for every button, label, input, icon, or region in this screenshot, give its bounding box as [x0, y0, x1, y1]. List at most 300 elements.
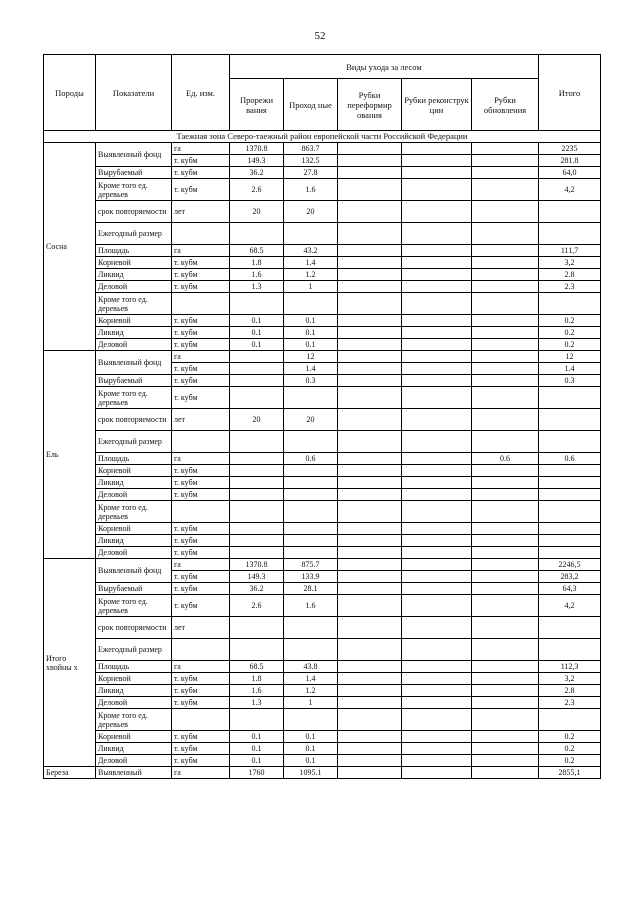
value-cell: 149.3: [230, 571, 284, 583]
value-cell: [539, 523, 601, 535]
value-cell: [338, 363, 402, 375]
value-cell: 20: [230, 201, 284, 223]
value-cell: [539, 293, 601, 315]
value-cell: [338, 465, 402, 477]
value-cell: [338, 583, 402, 595]
value-cell: [472, 583, 539, 595]
unit-cell: т. кубм: [172, 547, 230, 559]
unit-cell: га: [172, 245, 230, 257]
value-cell: 1.6: [230, 269, 284, 281]
value-cell: 20: [230, 409, 284, 431]
value-cell: [284, 293, 338, 315]
value-cell: 1.6: [230, 685, 284, 697]
value-cell: 1.6: [284, 179, 338, 201]
value-cell: [338, 477, 402, 489]
indicator-label: Ликвид: [96, 477, 172, 489]
value-cell: [539, 409, 601, 431]
value-cell: [472, 559, 539, 571]
value-cell: [284, 709, 338, 731]
value-cell: [402, 269, 472, 281]
indicator-label: Ликвид: [96, 535, 172, 547]
unit-cell: лет: [172, 617, 230, 639]
value-cell: [472, 547, 539, 559]
value-cell: 0.2: [539, 755, 601, 767]
table-row: [44, 315, 601, 327]
value-cell: [284, 639, 338, 661]
table-row: [44, 351, 601, 363]
indicator-label: Ликвид: [96, 269, 172, 281]
value-cell: 36.2: [230, 583, 284, 595]
table-row: [44, 755, 601, 767]
value-cell: [402, 547, 472, 559]
unit-cell: га: [172, 143, 230, 155]
table-row: [44, 661, 601, 673]
value-cell: [402, 489, 472, 501]
value-cell: [338, 387, 402, 409]
value-cell: [402, 281, 472, 293]
value-cell: [338, 431, 402, 453]
value-cell: [539, 709, 601, 731]
value-cell: 0.1: [284, 339, 338, 351]
indicator-label: Вырубаемый: [96, 167, 172, 179]
species-cell: Итого хвойны х: [44, 559, 96, 767]
value-cell: [230, 535, 284, 547]
value-cell: [402, 293, 472, 315]
value-cell: 4,2: [539, 595, 601, 617]
header-unit: Ед. изм.: [172, 55, 230, 131]
value-cell: [402, 477, 472, 489]
header-col-reconstruction: Рубки реконструк ции: [402, 79, 472, 131]
value-cell: [472, 281, 539, 293]
table-row: [44, 673, 601, 685]
value-cell: [230, 501, 284, 523]
value-cell: [338, 535, 402, 547]
value-cell: [402, 223, 472, 245]
value-cell: [284, 547, 338, 559]
value-cell: [472, 339, 539, 351]
value-cell: 0.3: [284, 375, 338, 387]
value-cell: 1370.8: [230, 143, 284, 155]
indicator-label: Ликвид: [96, 327, 172, 339]
value-cell: [402, 315, 472, 327]
indicator-label: Корневой: [96, 257, 172, 269]
value-cell: [338, 281, 402, 293]
unit-cell: т. кубм: [172, 743, 230, 755]
value-cell: 132.5: [284, 155, 338, 167]
header-care-types: Виды ухода за лесом: [230, 55, 539, 79]
value-cell: 2.8: [539, 269, 601, 281]
header-col-renewal: Рубки обновления: [472, 79, 539, 131]
unit-cell: т. кубм: [172, 363, 230, 375]
value-cell: 64,0: [539, 167, 601, 179]
value-cell: [539, 489, 601, 501]
table-row: [44, 431, 601, 453]
value-cell: 12: [539, 351, 601, 363]
value-cell: [539, 639, 601, 661]
value-cell: [402, 453, 472, 465]
table-row: [44, 547, 601, 559]
unit-cell: га: [172, 453, 230, 465]
indicator-label: Площадь: [96, 453, 172, 465]
value-cell: [472, 523, 539, 535]
indicator-label: Деловой: [96, 281, 172, 293]
value-cell: [338, 167, 402, 179]
table-row: [44, 617, 601, 639]
table-row: [44, 595, 601, 617]
value-cell: [402, 257, 472, 269]
header-species: Породы: [44, 55, 96, 131]
value-cell: [472, 685, 539, 697]
value-cell: [338, 339, 402, 351]
value-cell: [338, 501, 402, 523]
unit-cell: т. кубм: [172, 167, 230, 179]
value-cell: 3,2: [539, 257, 601, 269]
value-cell: [338, 595, 402, 617]
unit-cell: га: [172, 559, 230, 571]
zone-title: Таежная зона Северо-таежный район европейской части Российской Федерации: [44, 131, 601, 143]
value-cell: [284, 431, 338, 453]
unit-cell: т. кубм: [172, 339, 230, 351]
unit-cell: т. кубм: [172, 179, 230, 201]
value-cell: [338, 571, 402, 583]
unit-cell: т. кубм: [172, 595, 230, 617]
value-cell: [338, 547, 402, 559]
unit-cell: т. кубм: [172, 327, 230, 339]
value-cell: [338, 489, 402, 501]
value-cell: [338, 685, 402, 697]
value-cell: [338, 257, 402, 269]
unit-cell: [172, 709, 230, 731]
value-cell: 2.3: [539, 697, 601, 709]
value-cell: [284, 465, 338, 477]
value-cell: [338, 731, 402, 743]
value-cell: [472, 257, 539, 269]
value-cell: [402, 731, 472, 743]
table-row: [44, 179, 601, 201]
value-cell: [402, 409, 472, 431]
value-cell: 20: [284, 409, 338, 431]
value-cell: [472, 709, 539, 731]
value-cell: [472, 245, 539, 257]
unit-cell: т. кубм: [172, 523, 230, 535]
value-cell: 0.3: [539, 375, 601, 387]
indicator-label: Ликвид: [96, 743, 172, 755]
value-cell: [284, 223, 338, 245]
table-row: [44, 167, 601, 179]
table-row: [44, 375, 601, 387]
table-row: [44, 327, 601, 339]
value-cell: 1.6: [284, 595, 338, 617]
table-row: [44, 269, 601, 281]
value-cell: 0.1: [230, 315, 284, 327]
value-cell: [402, 767, 472, 779]
value-cell: 0.6: [472, 453, 539, 465]
unit-cell: т. кубм: [172, 571, 230, 583]
table-row: [44, 465, 601, 477]
value-cell: 1370.8: [230, 559, 284, 571]
value-cell: [402, 201, 472, 223]
value-cell: 4,2: [539, 179, 601, 201]
indicator-label: Корневой: [96, 465, 172, 477]
unit-cell: т. кубм: [172, 269, 230, 281]
table-row: [44, 767, 601, 779]
value-cell: [539, 547, 601, 559]
value-cell: [472, 755, 539, 767]
value-cell: 0.1: [230, 731, 284, 743]
value-cell: [402, 387, 472, 409]
value-cell: [338, 453, 402, 465]
value-cell: 2246,5: [539, 559, 601, 571]
unit-cell: [172, 223, 230, 245]
value-cell: [338, 523, 402, 535]
value-cell: [472, 535, 539, 547]
value-cell: 0.1: [284, 315, 338, 327]
value-cell: 1.2: [284, 269, 338, 281]
value-cell: [338, 327, 402, 339]
unit-cell: га: [172, 767, 230, 779]
unit-cell: [172, 431, 230, 453]
value-cell: 111,7: [539, 245, 601, 257]
header-col-passing: Проход ные: [284, 79, 338, 131]
value-cell: [230, 709, 284, 731]
value-cell: [402, 697, 472, 709]
indicator-label: Выявленный фонд: [96, 351, 172, 375]
value-cell: 1.3: [230, 281, 284, 293]
table-row: [44, 523, 601, 535]
value-cell: [338, 375, 402, 387]
value-cell: [472, 743, 539, 755]
value-cell: [230, 351, 284, 363]
value-cell: 43.2: [284, 245, 338, 257]
value-cell: [472, 223, 539, 245]
indicator-label: Вырубаемый: [96, 583, 172, 595]
unit-cell: т. кубм: [172, 731, 230, 743]
unit-cell: [172, 639, 230, 661]
value-cell: 1.4: [284, 673, 338, 685]
value-cell: 112,3: [539, 661, 601, 673]
value-cell: [402, 661, 472, 673]
value-cell: [402, 339, 472, 351]
value-cell: [539, 477, 601, 489]
value-cell: 0.1: [284, 743, 338, 755]
value-cell: 2.8: [539, 685, 601, 697]
species-cell: Береза: [44, 767, 96, 779]
value-cell: [472, 315, 539, 327]
table-row: [44, 293, 601, 315]
value-cell: [472, 501, 539, 523]
table-row: [44, 201, 601, 223]
value-cell: [338, 245, 402, 257]
value-cell: [338, 351, 402, 363]
value-cell: [230, 523, 284, 535]
value-cell: [230, 387, 284, 409]
value-cell: [402, 685, 472, 697]
value-cell: [402, 755, 472, 767]
value-cell: [230, 489, 284, 501]
indicator-label: Корневой: [96, 315, 172, 327]
value-cell: 0.1: [284, 755, 338, 767]
value-cell: 0.1: [230, 743, 284, 755]
value-cell: [338, 767, 402, 779]
value-cell: [338, 155, 402, 167]
value-cell: 0.2: [539, 339, 601, 351]
value-cell: 0.6: [284, 453, 338, 465]
value-cell: [338, 223, 402, 245]
table-row: [44, 743, 601, 755]
value-cell: [402, 155, 472, 167]
unit-cell: лет: [172, 201, 230, 223]
indicator-label: Выявленный: [96, 767, 172, 779]
table-row: [44, 709, 601, 731]
value-cell: [539, 465, 601, 477]
indicator-label: Деловой: [96, 489, 172, 501]
value-cell: 2855,1: [539, 767, 601, 779]
value-cell: [472, 269, 539, 281]
value-cell: 68.5: [230, 661, 284, 673]
value-cell: 863.7: [284, 143, 338, 155]
value-cell: 0.2: [539, 743, 601, 755]
table-row: [44, 477, 601, 489]
header-total: Итого: [539, 55, 601, 131]
value-cell: [230, 223, 284, 245]
value-cell: 36.2: [230, 167, 284, 179]
value-cell: [472, 167, 539, 179]
indicator-label: Вырубаемый: [96, 375, 172, 387]
indicator-label: Деловой: [96, 339, 172, 351]
value-cell: [402, 535, 472, 547]
value-cell: [539, 617, 601, 639]
value-cell: 0.1: [230, 339, 284, 351]
value-cell: [230, 431, 284, 453]
value-cell: [338, 409, 402, 431]
unit-cell: т. кубм: [172, 685, 230, 697]
species-cell: Ель: [44, 351, 96, 559]
unit-cell: т. кубм: [172, 155, 230, 167]
value-cell: 2.6: [230, 595, 284, 617]
unit-cell: [172, 293, 230, 315]
value-cell: [284, 477, 338, 489]
value-cell: 0.1: [284, 731, 338, 743]
value-cell: [338, 617, 402, 639]
value-cell: [230, 453, 284, 465]
value-cell: 68.5: [230, 245, 284, 257]
value-cell: [230, 465, 284, 477]
value-cell: [402, 595, 472, 617]
indicator-label: Кроме того ед. деревьев: [96, 293, 172, 315]
value-cell: [284, 523, 338, 535]
value-cell: [472, 351, 539, 363]
value-cell: [472, 431, 539, 453]
indicator-label: Корневой: [96, 731, 172, 743]
value-cell: [402, 179, 472, 201]
unit-cell: т. кубм: [172, 489, 230, 501]
value-cell: 149.3: [230, 155, 284, 167]
value-cell: [472, 571, 539, 583]
indicator-label: Площадь: [96, 245, 172, 257]
header-indicators: Показатели: [96, 55, 172, 131]
value-cell: 27.8: [284, 167, 338, 179]
value-cell: [472, 731, 539, 743]
value-cell: [338, 639, 402, 661]
value-cell: [284, 617, 338, 639]
table-row: [44, 535, 601, 547]
indicator-label: Кроме того ед. деревьев: [96, 709, 172, 731]
value-cell: [338, 143, 402, 155]
table-row: [44, 639, 601, 661]
indicator-label: Деловой: [96, 755, 172, 767]
unit-cell: т. кубм: [172, 477, 230, 489]
value-cell: [402, 571, 472, 583]
value-cell: [230, 547, 284, 559]
indicator-label: Ежегодный размер: [96, 639, 172, 661]
value-cell: [472, 179, 539, 201]
table-row: [44, 409, 601, 431]
value-cell: 1.4: [284, 363, 338, 375]
value-cell: [402, 375, 472, 387]
value-cell: [338, 743, 402, 755]
value-cell: [230, 617, 284, 639]
indicator-label: Корневой: [96, 673, 172, 685]
value-cell: [539, 535, 601, 547]
value-cell: [338, 673, 402, 685]
indicator-label: Кроме того ед. деревьев: [96, 179, 172, 201]
value-cell: 64,3: [539, 583, 601, 595]
value-cell: [402, 431, 472, 453]
value-cell: 1.8: [230, 673, 284, 685]
value-cell: [402, 351, 472, 363]
value-cell: 1.8: [230, 257, 284, 269]
value-cell: [402, 327, 472, 339]
value-cell: 12: [284, 351, 338, 363]
value-cell: [338, 179, 402, 201]
unit-cell: т. кубм: [172, 583, 230, 595]
value-cell: [539, 387, 601, 409]
indicator-label: Площадь: [96, 661, 172, 673]
value-cell: 1.3: [230, 697, 284, 709]
value-cell: [472, 155, 539, 167]
indicator-label: срок повторяемости: [96, 409, 172, 431]
value-cell: [402, 245, 472, 257]
value-cell: [284, 387, 338, 409]
value-cell: [539, 501, 601, 523]
value-cell: 875.7: [284, 559, 338, 571]
value-cell: [230, 363, 284, 375]
value-cell: 0.2: [539, 731, 601, 743]
value-cell: [402, 143, 472, 155]
table-row: [44, 731, 601, 743]
indicator-label: Выявленный фонд: [96, 559, 172, 583]
value-cell: 1095.1: [284, 767, 338, 779]
unit-cell: т. кубм: [172, 755, 230, 767]
value-cell: [472, 465, 539, 477]
indicator-label: Деловой: [96, 697, 172, 709]
value-cell: 133.9: [284, 571, 338, 583]
value-cell: 0.2: [539, 327, 601, 339]
value-cell: [402, 583, 472, 595]
table-row: [44, 245, 601, 257]
value-cell: [402, 709, 472, 731]
value-cell: 1.4: [539, 363, 601, 375]
unit-cell: га: [172, 351, 230, 363]
value-cell: [472, 143, 539, 155]
page-number: 52: [314, 30, 326, 42]
value-cell: 0.1: [230, 755, 284, 767]
indicator-label: срок повторяемости: [96, 617, 172, 639]
value-cell: 1.2: [284, 685, 338, 697]
value-cell: 1: [284, 697, 338, 709]
table-row: [44, 223, 601, 245]
unit-cell: га: [172, 661, 230, 673]
